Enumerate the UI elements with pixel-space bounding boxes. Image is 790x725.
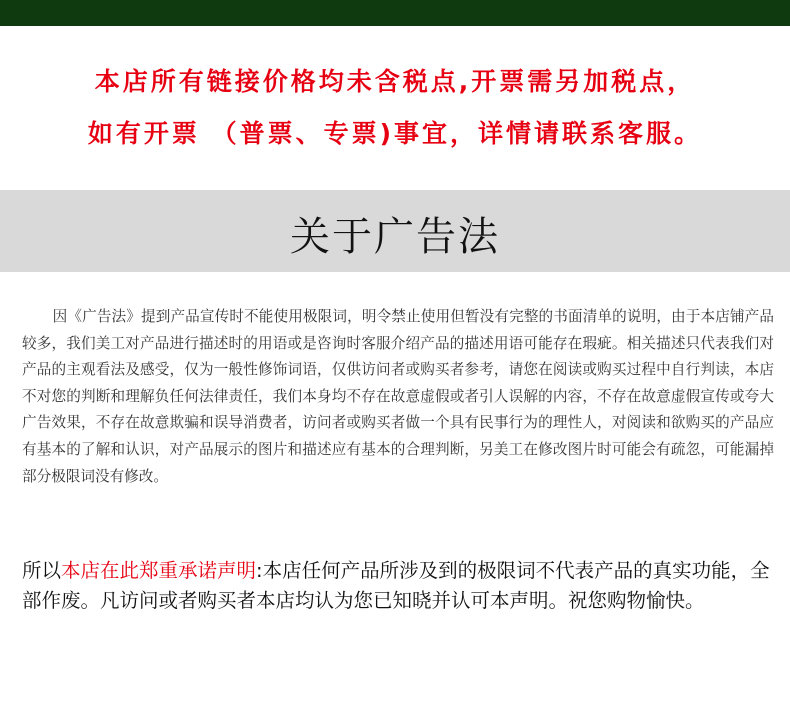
section-title: 关于广告法: [290, 214, 500, 260]
top-color-bar: [0, 0, 790, 26]
advertising-law-paragraph: [22, 304, 774, 490]
statement-highlight: 本店在此郑重承诺声明: [61, 559, 257, 582]
tax-notice: [0, 26, 790, 190]
tax-notice-line-1: 本店所有链接价格均未含税点,开票需另加税点，: [94, 67, 696, 96]
paragraph-text: 因《广告法》提到产品宣传时不能使用极限词，明令禁止使用但暂没有完整的书面清单的说明，由于本店铺产品较多，我们美工对产品进行描述时的用语或是咨询时客服介绍产品的描述用语可能存在瑕疵。相关描述只代表我们对产品的主观看法及感受，仅为一般性修饰词语，仅供访问者或购买者参考，请您在阅读或购买过程中自行判读，本店不对您的判断和理解负任何法律责任，我们本身均不存在故意虚假或者引人误解的内容，不存在故意虚假宣传或夸大广告效果，不存在故意欺骗和误导消费者，访问者或购买者做一个具有民事行为的理性人，对阅读和欲购买的产品应有基本的了解和认识，对产品展示的图片和描述应有基本的合理判断，另美工在修改图片时可能会有疏忽，可能漏掉部分极限词没有修改。: [22, 308, 774, 485]
statement-prefix: 所以: [22, 559, 62, 582]
tax-notice-line-2: 如有开票 （普票、专票)事宜，详情请联系客服。: [87, 119, 703, 148]
section-header-band: [0, 190, 790, 272]
declaration-statement: [22, 556, 782, 615]
statement-rest: :本店任何产品所涉及到的极限词不代表产品的真实功能，全部作废。凡访问或者购买者本店均认为您已知晓并认可本声明。祝您购物愉快。: [22, 559, 770, 612]
